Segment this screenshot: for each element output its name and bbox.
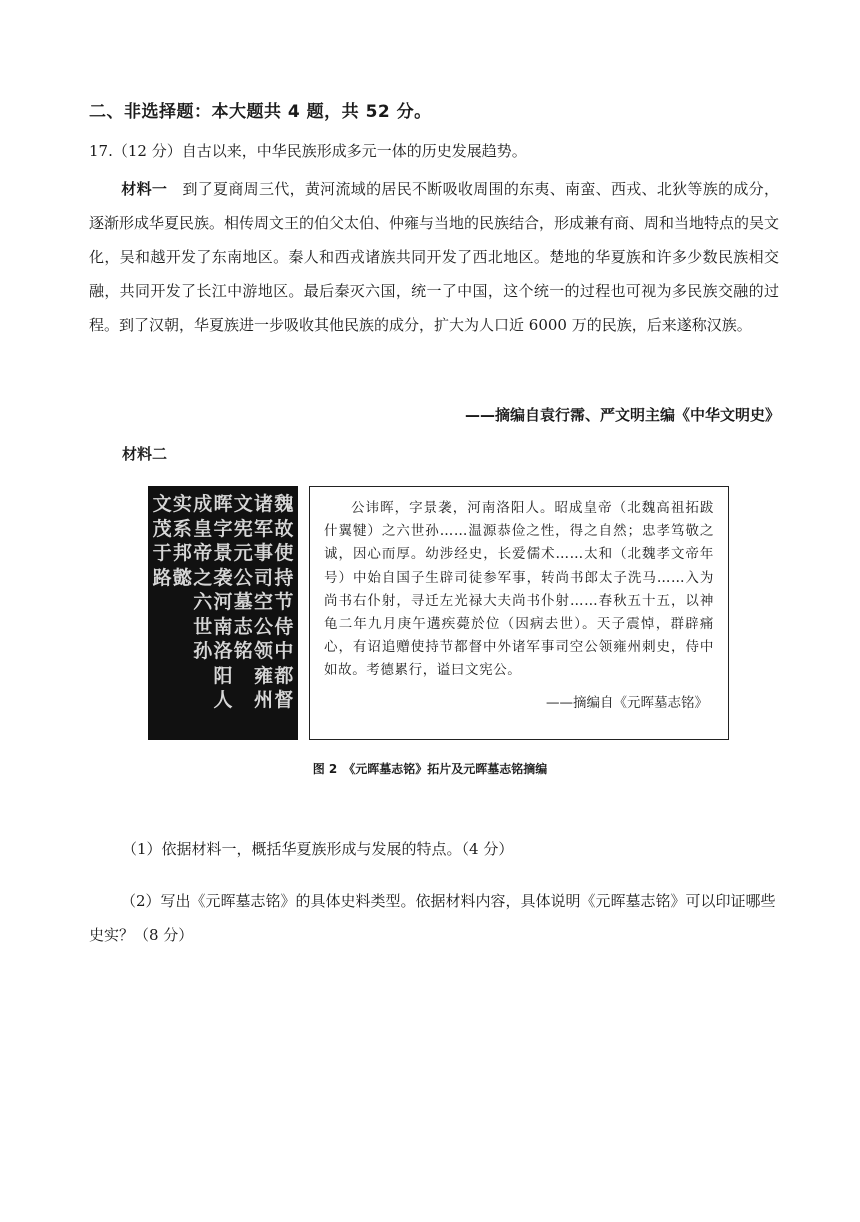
material-one <box>89 172 779 342</box>
rubbing-column: 魏 故 使 持 节 侍 中 都 督 <box>274 493 294 711</box>
material-two-label: 材料二 <box>122 445 168 463</box>
subquestion-2 <box>89 884 779 952</box>
epitaph-excerpt-box <box>309 486 729 740</box>
material-one-label: 材料一 <box>121 180 168 198</box>
subquestion-1: （1）依据材料一，概括华夏族形成与发展的特点。（4 分） <box>122 840 514 858</box>
rubbing-column: 诸 军 事 司 空 公 领 雍 州 <box>254 493 274 711</box>
figure-caption: 图 2 《元晖墓志铭》拓片及元晖墓志铭摘编 <box>312 762 548 776</box>
rubbing-column: 文 茂 于 路 <box>152 493 172 589</box>
section-title: 二、非选择题：本大题共 4 题，共 52 分。 <box>89 102 432 122</box>
question-number: 17. <box>89 142 113 160</box>
material-one-text: 到了夏商周三代，黄河流域的居民不断吸收周围的东夷、南蛮、西戎、北狄等族的成分，逐渐形成华夏民族。相传周文王的伯父太伯、仲雍与当地的民族结合，形成兼有商、周和当地特点的吴文化，吴和越开发了东南地区。秦人和西戎诸族共同开发了西北地区。楚地的华夏族和许多少数民族相交融，共同开发了长江中游地区。最后秦灭六国，统一了中国，这个统一的过程也可视为多民族交融的过程。到了汉朝，华夏族进一步吸收其他民族的成分，扩大为人口近 6000 万的民族，后来遂称汉族。 <box>89 180 780 334</box>
question-points: （12 分） <box>112 142 182 160</box>
question-intro: 自古以来，中华民族形成多元一体的历史发展趋势。 <box>181 142 527 160</box>
subquestion-2-text: （2）写出《元晖墓志铭》的具体史料类型。依据材料内容，具体说明《元晖墓志铭》可以印证哪些史实？（8 分） <box>89 892 776 944</box>
rubbing-column: 文 宪 元 公 墓 志 铭 <box>233 493 253 662</box>
epitaph-rubbing-image <box>148 486 298 740</box>
rubbing-column: 成 皇 帝 之 六 世 孙 <box>193 493 213 662</box>
epitaph-excerpt-text: 公讳晖，字景袭，河南洛阳人。昭成皇帝（北魏高祖拓跋什翼犍）之六世孙……温源恭俭之性，得之自然；忠孝笃敬之诚，因心而厚。幼涉经史，长爱儒术……太和（北魏孝文帝年号）中始自国子生辟司徒参军事，转尚书郎太子洗马……入为尚书右仆射，寻迁左光禄大夫尚书仆射……春秋五十五，以神龟二年九月庚午遘疾薨於位（因病去世）。天子震悼，群辟痛心，有诏追赠使持节都督中外诸军事司空公领雍州刺史，侍中如故。考德累行，谥曰文宪公。 <box>324 500 714 679</box>
rubbing-column: 晖 字 景 袭 河 南 洛 阳 人 <box>213 493 233 711</box>
question-17-intro <box>89 140 527 161</box>
material-one-source: ——摘编自袁行霈、严文明主编《中华文明史》 <box>464 406 780 424</box>
rubbing-column: 实 系 邦 懿 <box>172 493 192 589</box>
epitaph-excerpt-source: ——摘编自《元晖墓志铭》 <box>546 694 708 711</box>
